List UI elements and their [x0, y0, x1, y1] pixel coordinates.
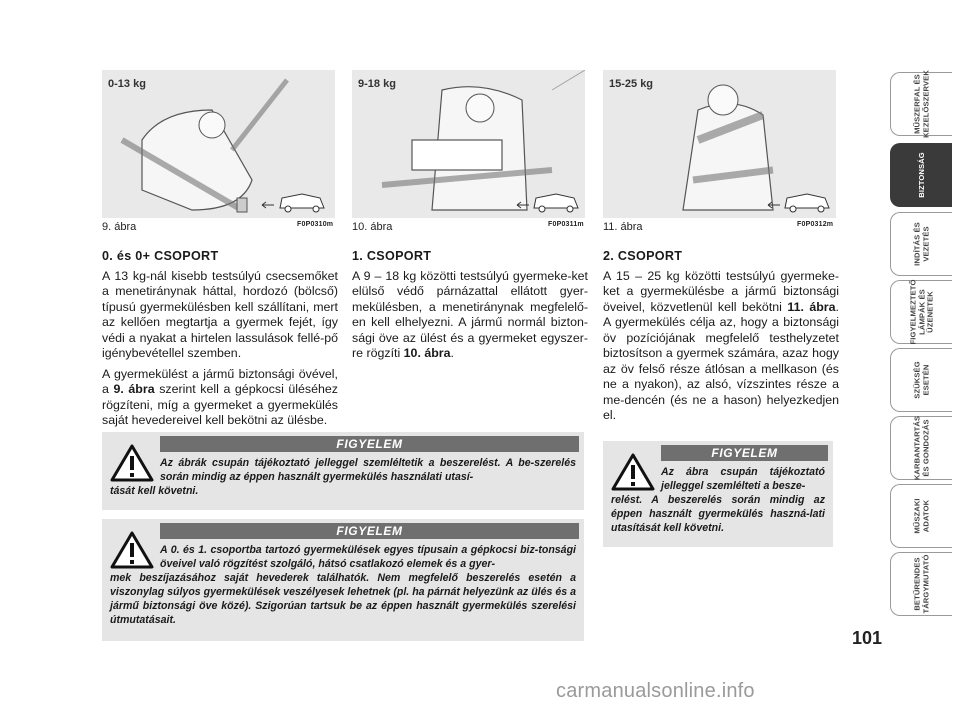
figure-reference[interactable]: 10. ábra — [403, 346, 451, 360]
page-number: 101 — [852, 628, 883, 648]
warning-text-first: Az ábrák csupán tájékoztató jelleggel szemléltetik a beszerelést. A be-szerelés során mindig az éppen használt gyermekülés használati utasí- — [160, 457, 576, 483]
paragraph — [102, 367, 338, 429]
paragraph-text: A 9 – 18 kg közötti testsúlyú gyermeke-ket elülső védő párnázattal ellátott gyer-mekülésben, a menetiránynak megfelelő-en kell elhelyezni. A jármű normál bizton-sági öve az ülést és a gyermeket egyszer-re rögzíti — [352, 268, 588, 360]
figure-code: F0P0312m — [797, 221, 834, 228]
warning-text — [110, 543, 576, 627]
figure-caption: 9. ábra — [102, 221, 137, 233]
warning-text-first: A 0. és 1. csoportba tartozó gyermekülések egyes típusain a gépkocsi biz-tonsági öveivel való rögzítést szolgáló, hátsó csatlakozó elemek és a gyer- — [160, 544, 576, 570]
warning-title: FIGYELEM — [160, 436, 579, 452]
warning-text-rest: tását kell követni. — [110, 485, 199, 497]
paragraph-text: szerint kell a gépkocsi üléséhez rögzíteni, míg a gyermeket a gyermekülés saját hevedereivel kell bekötni az ülésbe. — [102, 382, 338, 427]
booster-seat-illustration — [603, 70, 836, 218]
figure-code: F0P0311m — [548, 221, 584, 228]
tab-label: KARBANTARTÁS ÉS GONDOZÁS — [912, 415, 930, 481]
paragraph: A 13 kg-nál kisebb testsúlyú csecsemőket a menetiránynak háttal, hordozó (bölcső) típusú gyermekülésben kell szállítani, mert az kellően megtartja a gyermek fejét, így védi a nyakat a hirtelen lassulások fellé-pő igénybevétellel szemben. — [102, 268, 338, 360]
warning-text-rest: mek beszíjazásához saját hevederek találhatók. Nem megfelelő beszerelés esetén a viszonylag súlyos gyermekülések veszélyesek lehetnek (pl. ha párnát helyezünk az ülés és a jármű biztonsági öve közé). Szigorúan tartsuk be az éppen használt gyermekülés szerelési útmutatásait. — [110, 572, 576, 626]
figure-weight-label: 0-13 kg — [108, 78, 146, 90]
warning-title: FIGYELEM — [661, 445, 828, 461]
section-heading: 2. CSOPORT — [603, 249, 683, 263]
tab-label: BIZTONSÁG — [916, 152, 926, 198]
section-heading: 0. és 0+ CSOPORT — [102, 249, 219, 263]
infant-seat-illustration — [102, 70, 335, 218]
column-group-2 — [603, 249, 839, 429]
figure-code: F0P0310m — [297, 221, 334, 228]
tab-inditas[interactable] — [890, 212, 952, 276]
tab-betrendes[interactable] — [890, 552, 952, 616]
figure-caption: 10. ábra — [352, 221, 393, 233]
figure-reference[interactable]: 9. ábra — [113, 382, 155, 396]
figure-11 — [603, 70, 836, 218]
tab-muszaki[interactable] — [890, 484, 952, 548]
tab-label: SZÜKSÉG ESETÉN — [912, 361, 930, 399]
tab-label: BETŰRENDES TÁRGYMUTATÓ — [912, 554, 930, 614]
tab-label: INDÍTÁS ÉS VEZETÉS — [912, 222, 930, 266]
chapter-tabs — [884, 0, 960, 709]
column-group-0 — [102, 249, 338, 434]
section-heading: 1. CSOPORT — [352, 249, 432, 263]
paragraph-text: . A gyermekülés célja az, hogy a biztonsági öv pozíciójának megfelelő testhelyzetet biztosítson a gyermek számára, azaz hogy az öv felső része átlósan a mellkason (és ne a nyakon), az alsó, vízszintes része a me-dencén (és ne a hason) helyezkedjen el. — [603, 299, 839, 422]
tab-label: MŰSZAKI ADATOK — [912, 498, 930, 534]
figure-weight-label: 15-25 kg — [609, 78, 654, 90]
warning-text-first: Az ábra csupán tájékoztató jelleggel szemlélteti a besze- — [661, 466, 825, 492]
figure-weight-label: 9-18 kg — [358, 78, 396, 90]
warning-text-rest: relést. A beszerelés során mindig az éppen használt gyermekülés haszná-lati utasítását kell követni. — [611, 494, 825, 534]
tab-karbantartas[interactable] — [890, 416, 952, 480]
tab-label: MŰSZERFAL ÉS KEZELŐSZERVEK — [912, 70, 930, 138]
warning-text — [110, 456, 576, 498]
paragraph-text: A gyermekülést a jármű biztonsági övével, a — [102, 366, 338, 396]
tab-label: FIGYELMEZTETŐ LÁMPÁK ÉS ÜZENETEK — [907, 279, 934, 345]
paragraph-text: A 15 – 25 kg közötti testsúlyú gyermeke-ket a gyermekülésbe a jármű biztonsági öveivel, közvetlenül kell bekötni — [603, 268, 839, 314]
column-group-1 — [352, 249, 588, 367]
tab-muszerfal[interactable] — [890, 72, 952, 136]
tab-biztonsag[interactable] — [890, 143, 952, 207]
figure-caption: 11. ábra — [603, 221, 643, 233]
tab-szukseg[interactable] — [890, 348, 952, 412]
tab-figyelmezteto[interactable] — [890, 280, 952, 344]
warning-title: FIGYELEM — [160, 523, 579, 539]
paragraph-text: . — [450, 346, 454, 360]
figure-reference[interactable]: 11. ábra — [787, 299, 836, 314]
figure-10 — [352, 70, 585, 218]
figure-9 — [102, 70, 335, 218]
warning-text — [611, 465, 825, 535]
warning-box-illustration — [603, 441, 833, 547]
warning-box-seat-groups — [102, 519, 584, 641]
warning-box-figures — [102, 432, 584, 510]
toddler-seat-illustration — [352, 70, 585, 218]
paragraph — [603, 269, 839, 424]
watermark: carmanualsonline.info — [556, 680, 755, 702]
paragraph — [352, 269, 588, 362]
